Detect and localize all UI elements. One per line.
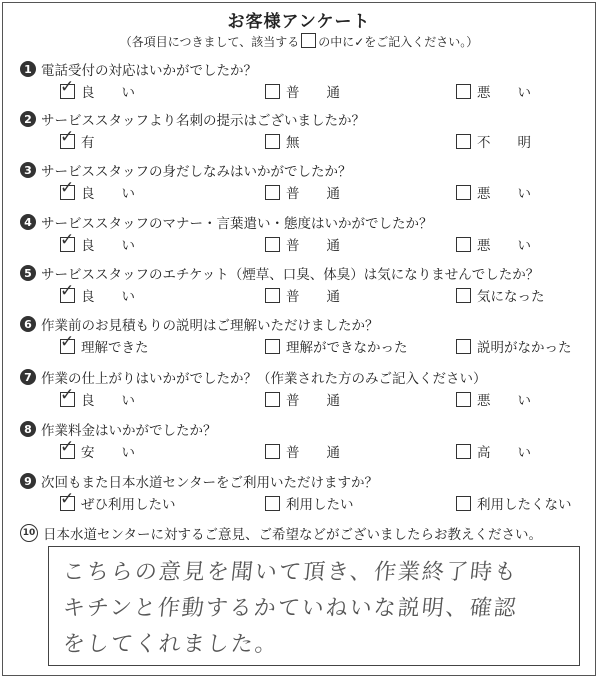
checkbox[interactable]	[60, 126, 75, 149]
option[interactable]	[456, 284, 545, 306]
check-mark-icon: ✓	[60, 488, 75, 509]
checkbox[interactable]	[265, 84, 280, 99]
option[interactable]	[60, 384, 135, 410]
option-label: 悪 い	[477, 186, 531, 202]
instruction-text	[3, 33, 595, 50]
question-text: サービススタッフのエチケット（煙草、口臭、体臭）は気になりませんでしたか？	[41, 267, 540, 283]
option[interactable]	[456, 335, 572, 357]
option-label: 利用したい	[286, 497, 354, 513]
question-number-icon: 1	[20, 61, 36, 77]
check-mark-icon: ✓	[60, 229, 75, 250]
checkbox[interactable]	[265, 339, 280, 354]
option-label: 良 い	[81, 393, 135, 409]
option-label: 説明がなかった	[477, 340, 572, 356]
check-mark-icon: ✓	[60, 436, 75, 457]
option[interactable]	[60, 177, 135, 203]
option[interactable]	[60, 76, 135, 102]
option-label: 普 通	[286, 393, 340, 409]
option-label: 悪 い	[477, 238, 531, 254]
check-mark-icon: ✓	[60, 177, 75, 198]
handwritten-comment-line: こちらの意見を聞いて頂き、作業終了時も	[61, 560, 520, 585]
option[interactable]	[60, 280, 135, 306]
instruction-end: をご記入ください。）	[364, 35, 479, 49]
option[interactable]	[60, 126, 95, 152]
checkbox[interactable]	[456, 496, 471, 511]
check-mark-icon: ✓	[60, 76, 75, 97]
option-label: 利用したくない	[477, 497, 572, 513]
option-label: 普 通	[286, 445, 340, 461]
option[interactable]	[60, 331, 149, 357]
option[interactable]	[265, 440, 340, 462]
option[interactable]	[60, 436, 135, 462]
question-text: サービススタッフより名刺の提示はございましたか？	[41, 113, 365, 129]
checkbox[interactable]	[60, 436, 75, 459]
checkbox[interactable]	[265, 392, 280, 407]
option-label: 有	[81, 135, 95, 151]
check-mark-icon: ✓	[60, 280, 75, 301]
checkbox[interactable]	[60, 229, 75, 252]
option-label: 普 通	[286, 186, 340, 202]
checkbox[interactable]	[456, 444, 471, 459]
option-label: 普 通	[286, 238, 340, 254]
handwritten-comment-line: キチンと作動するかていねいな説明、確認	[61, 596, 520, 621]
question-text: 作業前のお見積もりの説明はご理解いただけましたか？	[41, 318, 379, 334]
option[interactable]	[265, 80, 340, 102]
option[interactable]	[265, 388, 340, 410]
option-label: 良 い	[81, 186, 135, 202]
question-number-icon: 6	[20, 316, 36, 332]
checkbox[interactable]	[456, 84, 471, 99]
option[interactable]	[265, 492, 354, 514]
check-mark-icon: ✓	[60, 384, 75, 405]
checkbox-sample-icon	[301, 33, 316, 48]
question-6	[20, 313, 580, 357]
option-label: 高 い	[477, 445, 531, 461]
handwritten-comment-line: をしてくれました。	[61, 632, 281, 657]
question-number-icon: 5	[20, 265, 36, 281]
question-number-icon: 4	[20, 214, 36, 230]
option-label: 良 い	[81, 289, 135, 305]
question-text: 次回もまた日本水道センターをご利用いただけますか？	[41, 475, 378, 491]
question-number-icon: 8	[20, 421, 36, 437]
option-label: 悪 い	[477, 85, 531, 101]
option-label: 無	[286, 135, 300, 151]
checkbox[interactable]	[60, 177, 75, 200]
question-number-icon: 9	[20, 473, 36, 489]
checkbox[interactable]	[456, 288, 471, 303]
option[interactable]	[265, 284, 340, 306]
question-text: サービススタッフの身だしなみはいかがでしたか？	[41, 164, 352, 180]
checkbox[interactable]	[265, 496, 280, 511]
option[interactable]	[265, 233, 340, 255]
checkbox[interactable]	[265, 444, 280, 459]
question-number-icon: 3	[20, 162, 36, 178]
instruction-after: の中に	[318, 35, 355, 49]
option[interactable]	[456, 388, 531, 410]
option[interactable]	[456, 80, 531, 102]
question-text: 作業料金はいかがでしたか？	[41, 423, 217, 439]
question-3	[20, 159, 580, 203]
check-mark-icon: ✓	[60, 126, 75, 147]
question-9	[20, 470, 580, 514]
checkbox[interactable]	[456, 392, 471, 407]
checkbox[interactable]	[60, 488, 75, 511]
page-title: お客様アンケート	[227, 12, 371, 32]
option[interactable]	[456, 233, 531, 255]
option-label: 悪 い	[477, 393, 531, 409]
option-label: 理解ができなかった	[286, 340, 408, 356]
option-label: 普 通	[286, 85, 340, 101]
option[interactable]	[456, 130, 531, 152]
option-label: ぜひ利用したい	[81, 497, 176, 513]
question-8	[20, 418, 580, 462]
option-label: 理解できた	[81, 340, 149, 356]
question-1	[20, 58, 580, 102]
check-mark-icon: ✓	[354, 35, 365, 49]
option-label: 良 い	[81, 85, 135, 101]
checkbox[interactable]	[265, 185, 280, 200]
question-text: 電話受付の対応はいかがでしたか？	[41, 63, 257, 79]
option[interactable]	[456, 492, 572, 514]
check-mark-icon: ✓	[60, 331, 75, 352]
question-4	[20, 211, 580, 255]
question-number-icon: 2	[20, 111, 36, 127]
checkbox[interactable]	[456, 237, 471, 252]
question-7	[20, 366, 580, 410]
comment-box[interactable]	[48, 546, 580, 666]
option[interactable]	[456, 181, 531, 203]
checkbox[interactable]	[60, 331, 75, 354]
option[interactable]	[60, 488, 176, 514]
checkbox[interactable]	[456, 185, 471, 200]
checkbox[interactable]	[60, 384, 75, 407]
option[interactable]	[60, 229, 135, 255]
checkbox[interactable]	[456, 134, 471, 149]
question-10	[20, 522, 580, 544]
question-2	[20, 108, 580, 152]
checkbox[interactable]	[265, 288, 280, 303]
question-text: サービススタッフのマナー・言葉遣い・態度はいかがでしたか？	[41, 216, 433, 232]
checkbox[interactable]	[265, 134, 280, 149]
option-label: 良 い	[81, 238, 135, 254]
checkbox[interactable]	[60, 280, 75, 303]
option[interactable]	[265, 181, 340, 203]
question-number-icon: 7	[20, 369, 36, 385]
option[interactable]	[456, 440, 531, 462]
option-label: 普 通	[286, 289, 340, 305]
question-text: 作業の仕上がりはいかがでしたか？（作業された方のみご記入ください）	[41, 371, 487, 387]
checkbox[interactable]	[265, 237, 280, 252]
question-number-icon: 10	[20, 524, 38, 542]
checkbox[interactable]	[60, 76, 75, 99]
question-text: 日本水道センターに対するご意見、ご希望などがございましたらお教えください。	[43, 527, 542, 543]
checkbox[interactable]	[456, 339, 471, 354]
instruction-before: （各項目につきまして、該当する	[119, 35, 300, 49]
option-label: 安 い	[81, 445, 135, 461]
option-label: 不 明	[477, 135, 531, 151]
question-5	[20, 262, 580, 306]
option[interactable]	[265, 130, 300, 152]
option-label: 気になった	[477, 289, 545, 305]
option[interactable]	[265, 335, 408, 357]
